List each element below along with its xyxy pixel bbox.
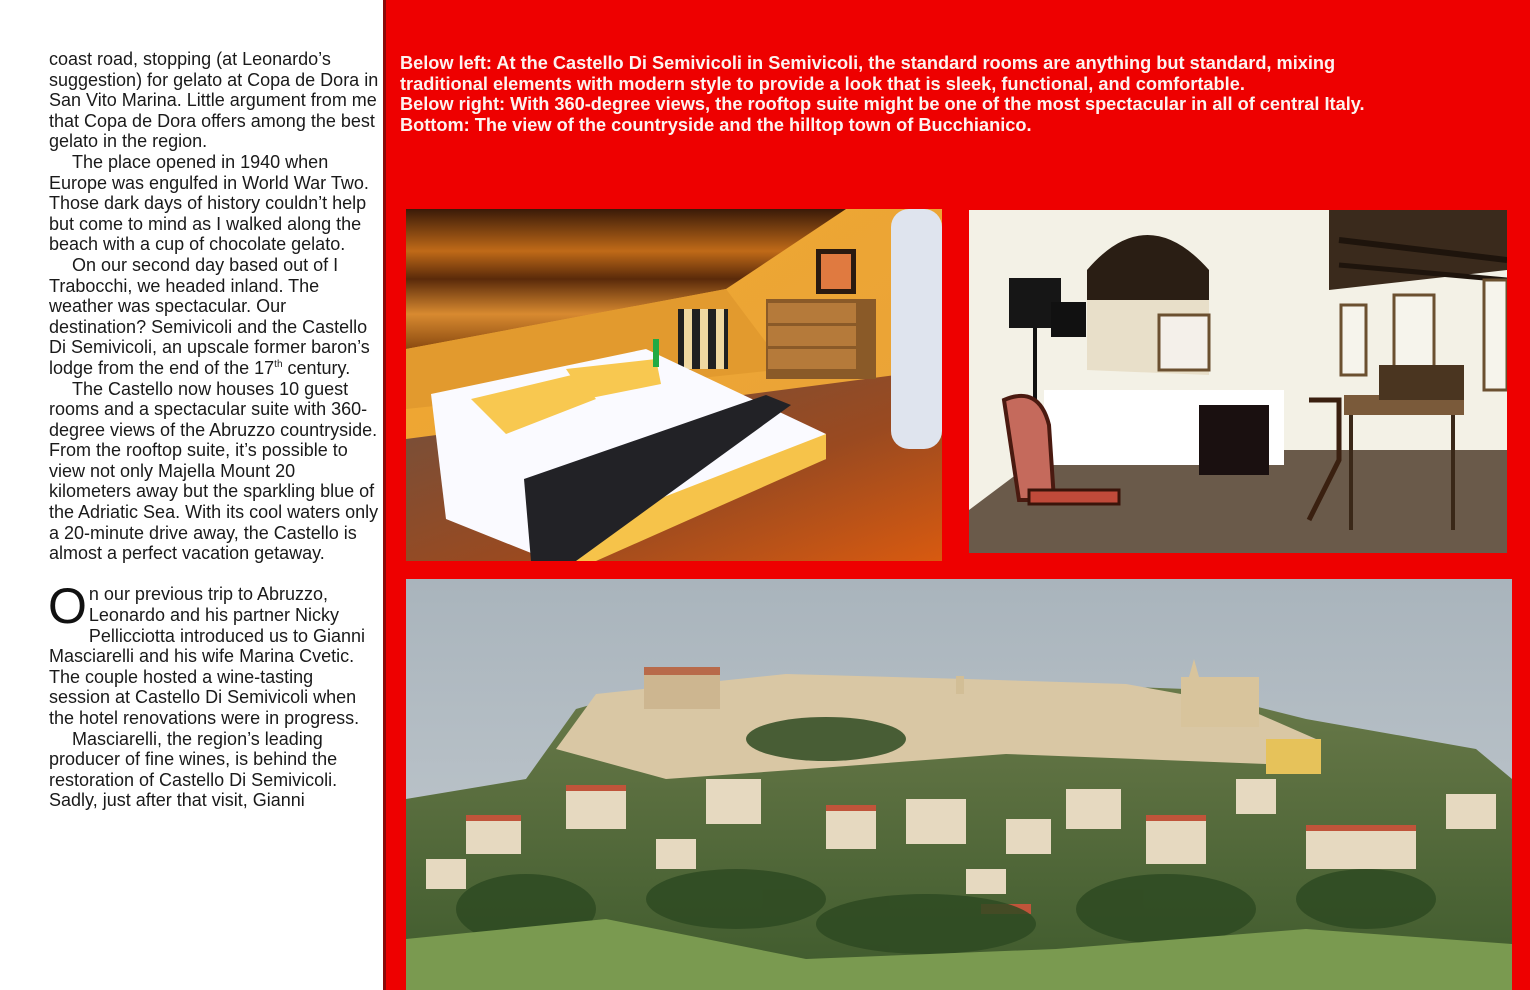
- photo-caption-panel: [383, 0, 1530, 990]
- article-paragraph-1: coast road, stopping (at Leonardo’s suggestion) for gelato at Copa de Dora in San Vito Marina. Little argument from me that Copa de Dora offers among the best gelato in the region.: [49, 49, 379, 152]
- drop-cap: O: [48, 578, 87, 635]
- standard-room-photo: [406, 209, 942, 561]
- article-paragraph-6: Masciarelli, the region’s leading producer of fine wines, is behind the restoration of Castello Di Semivicoli. Sadly, just after that visit, Gianni: [49, 728, 338, 811]
- bedroom-image-icon: [406, 209, 942, 561]
- caption-line-1: Below left: At the Castello Di Semivicoli in Semivicoli, the standard rooms are anything but standard, mixing: [400, 53, 1336, 73]
- article-paragraph-3: [49, 255, 379, 379]
- caption-line-4: Bottom: The view of the countryside and the hilltop town of Bucchianico.: [400, 114, 1032, 135]
- suite-image-icon: [969, 210, 1507, 553]
- caption-line-2: traditional elements with modern style to provide a look that is sleek, functional, and comfortable.: [400, 73, 1245, 94]
- article-paragraph-4: The Castello now houses 10 guest rooms and a spectacular suite with 360-degree views of the Abruzzo countryside. From the rooftop suite, it’s possible to view not only Majella Mount 20 kilometers away but the sparkling blue of the Adriatic Sea. With its cool waters only a 20-minute drive away, the Castello is almost a perfect vacation getaway.: [49, 378, 379, 564]
- section-spacer: [49, 564, 379, 585]
- caption-line-3: Below right: With 360-degree views, the rooftop suite might be one of the most spectacular in all of central Italy.: [400, 94, 1365, 115]
- article-text-column: [0, 0, 383, 990]
- article-paragraph-2: The place opened in 1940 when Europe was engulfed in World War Two. Those dark days of history couldn’t help but come to mind as I walked along the beach with a cup of chocolate gelato.: [49, 151, 369, 255]
- rooftop-suite-photo: [969, 210, 1507, 553]
- paragraph-3-tail: century.: [282, 357, 351, 378]
- photo-caption: [400, 53, 1520, 135]
- paragraph-5-text: n our previous trip to Abruzzo, Leonardo and his partner Nicky Pellicciotta introduced us to Gianni Masciarelli and his wife Marina Cvetic. The couple hosted a wine-tasting session at Castello Di Semivicoli when the hotel renovations were in progress.: [49, 584, 366, 728]
- ordinal-superscript: th: [274, 358, 283, 370]
- article-paragraph-5: [48, 578, 379, 728]
- hilltop-town-photo: [406, 579, 1512, 990]
- landscape-image-icon: [406, 579, 1512, 990]
- paragraph-3-text: On our second day based out of I Trabocchi, we headed inland. The weather was spectacular. Our destination? Semivicoli and the Castello Di Semivicoli, an upscale former baron’s lodge from the end of the 17: [49, 254, 370, 378]
